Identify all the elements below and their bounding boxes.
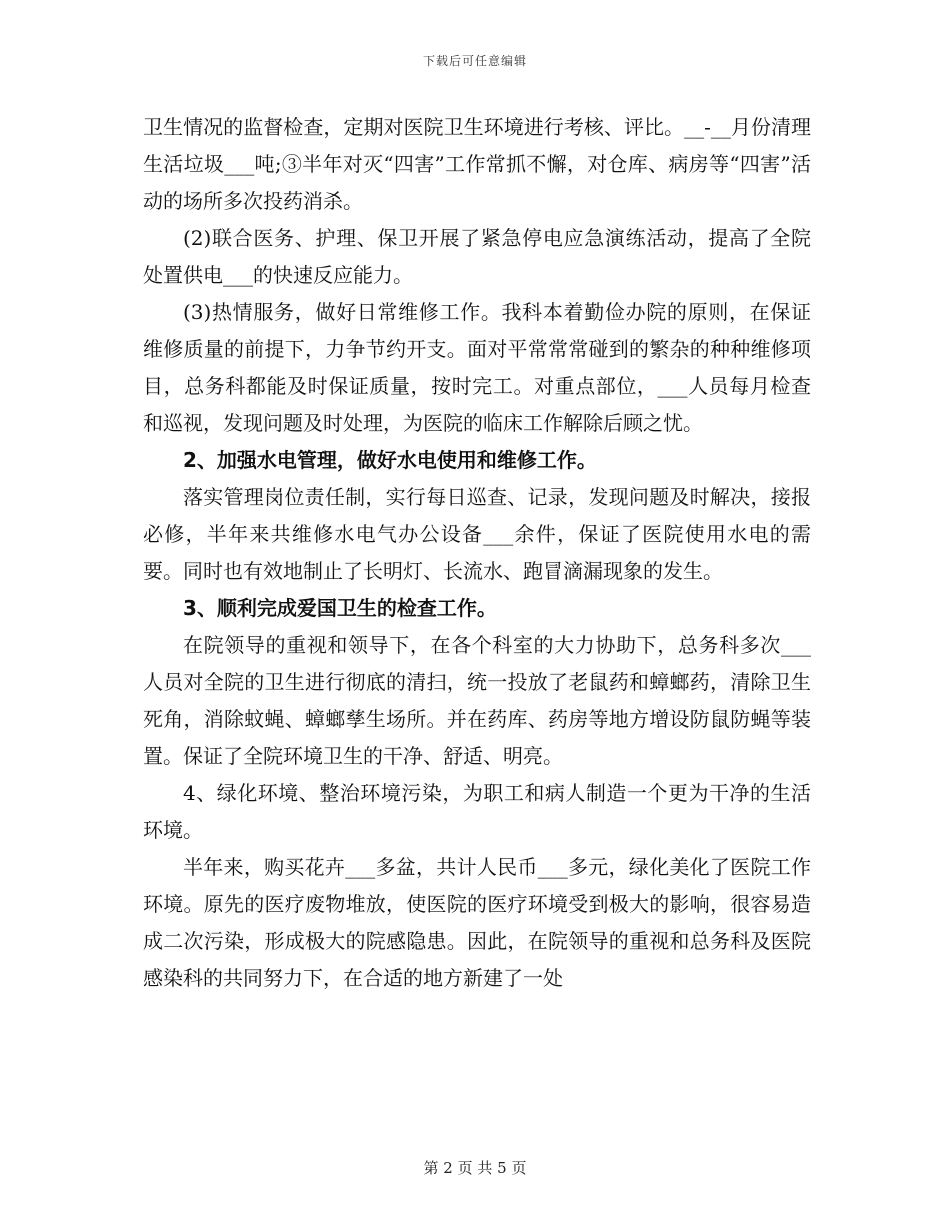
paragraph-greening-heading: 4、绿化环境、整治环境污染，为职工和病人制造一个更为干净的生活环境。 bbox=[143, 781, 811, 842]
section-heading-water-electricity: 2、加强水电管理，做好水电使用和维修工作。 bbox=[183, 448, 597, 472]
paragraph-continuation: 卫生情况的监督检查，定期对医院卫生环境进行考核、评比。__-__月份清理生活垃圾___吨;③半年对灭“四害”工作常抓不懈，对仓库、病房等“四害”活动的场所多次投药消杀。 bbox=[143, 115, 811, 213]
page-header: 下载后可任意编辑 bbox=[422, 54, 527, 68]
section-heading-sanitation-inspection: 3、顺利完成爱国卫生的检查工作。 bbox=[183, 596, 497, 620]
paragraph-power-drill: (2)联合医务、护理、保卫开展了紧急停电应急演练活动，提高了全院处置供电___的快速反应能力。 bbox=[143, 226, 811, 287]
page-number: 第 2 页 共 5 页 bbox=[423, 1159, 527, 1177]
paragraph-maintenance-service: (3)热情服务，做好日常维修工作。我科本着勤俭办院的原则，在保证维修质量的前提下，力争节约开支。面对平常常常碰到的繁杂的种种维修项目，总务科都能及时保证质量，按时完工。对重点部位，___人员每月检查和巡视，发现问题及时处理，为医院的临床工作解除后顾之忧。 bbox=[143, 300, 811, 435]
document-body bbox=[143, 109, 811, 997]
paragraph-greening-detail: 半年来，购买花卉___多盆，共计人民币___多元，绿化美化了医院工作环境。原先的医疗废物堆放，使医院的医疗环境受到极大的影响，很容易造成二次污染，形成极大的院感隐患。因此，在院领导的重视和总务科及医院感染科的共同努力下，在合适的地方新建了一处 bbox=[143, 855, 811, 990]
paragraph-sanitation-inspection: 在院领导的重视和领导下，在各个科室的大力协助下，总务科多次___人员对全院的卫生进行彻底的清扫，统一投放了老鼠药和蟑螂药，清除卫生死角，消除蚊蝇、蟑螂孳生场所。并在药库、药房等地方增设防鼠防蝇等装置。保证了全院环境卫生的干净、舒适、明亮。 bbox=[143, 633, 811, 768]
paragraph-water-electricity: 落实管理岗位责任制，实行每日巡查、记录，发现问题及时解决，接报必修，半年来共维修水电气办公设备___余件，保证了医院使用水电的需要。同时也有效地制止了长明灯、长流水、跑冒滴漏现象的发生。 bbox=[143, 485, 811, 583]
